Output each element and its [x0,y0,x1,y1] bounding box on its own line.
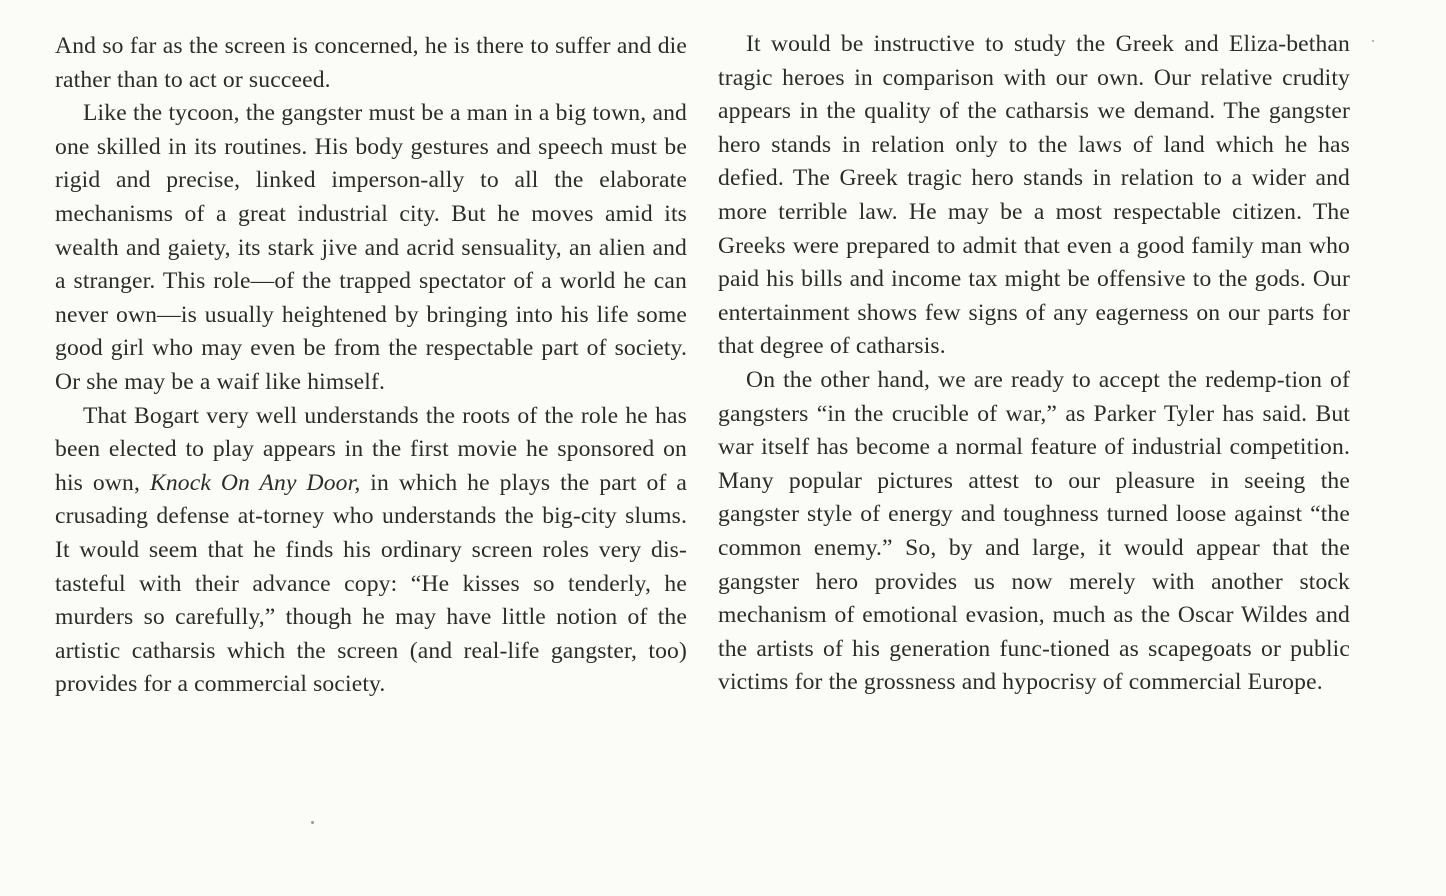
scan-speck [1372,40,1374,42]
film-title: Knock On Any Door, [149,469,361,496]
right-paragraph-1: It would be instructive to study the Greek and Eliza-bethan tragic heroes in comparison with our own. Our relative crudity appears in the quality of the catharsis we demand. The gangster hero stands in relation only to the laws of land which he has defied. The Greek tragic hero stands in relation to a wider and more terrible law. He may be a most respectable citizen. The Greeks were prepared to admit that even a good family man who paid his bills and income tax might be offensive to the gods. Our entertainment shows few signs of any eagerness on our parts for that degree of catharsis. [718,31,1350,360]
left-paragraph-3-start: That Bogart very well understands the roots of the role he has been elected to play appears in the first movie he sponsored on his own, [55,402,687,496]
left-column [55,30,687,702]
left-paragraph-1: And so far as the screen is concerned, he is there to suffer and die rather than to act or succeed. [55,33,687,93]
scan-speck [311,821,314,824]
left-paragraph-3 [55,400,687,702]
right-column [718,28,1350,700]
left-paragraph-3-end: in which he plays the part of a crusading defense at-torney who understands the big-city slums. It would seem that he finds his ordinary screen roles very dis-tasteful with their advance copy: “He kisses so tenderly, he murders so carefully,” though he may have little notion of the artistic catharsis which the screen (and real-life gangster, too) provides for a commercial society. [55,469,687,698]
left-paragraph-2: Like the tycoon, the gangster must be a man in a big town, and one skilled in its routines. His body gestures and speech must be rigid and precise, linked imperson-ally to all the elaborate mechanisms of a great industrial city. But he moves amid its wealth and gaiety, its stark jive and acrid sensuality, an alien and a stranger. This role—of the trapped spectator of a world he can never own—is usually heightened by bringing into his life some good girl who may even be from the respectable part of society. Or she may be a waif like himself. [55,100,687,395]
right-paragraph-2: On the other hand, we are ready to accept the redemp-tion of gangsters “in the crucible of war,” as Parker Tyler has said. But war itself has become a normal feature of industrial competition. Many popular pictures attest to our pleasure in seeing the gangster style of energy and toughness turned loose against “the common enemy.” So, by and large, it would appear that the gangster hero provides us now merely with another stock mechanism of emotional evasion, much as the Oscar Wildes and the artists of his generation func-tioned as scapegoats or public victims for the grossness and hypocrisy of commercial Europe. [718,366,1350,696]
